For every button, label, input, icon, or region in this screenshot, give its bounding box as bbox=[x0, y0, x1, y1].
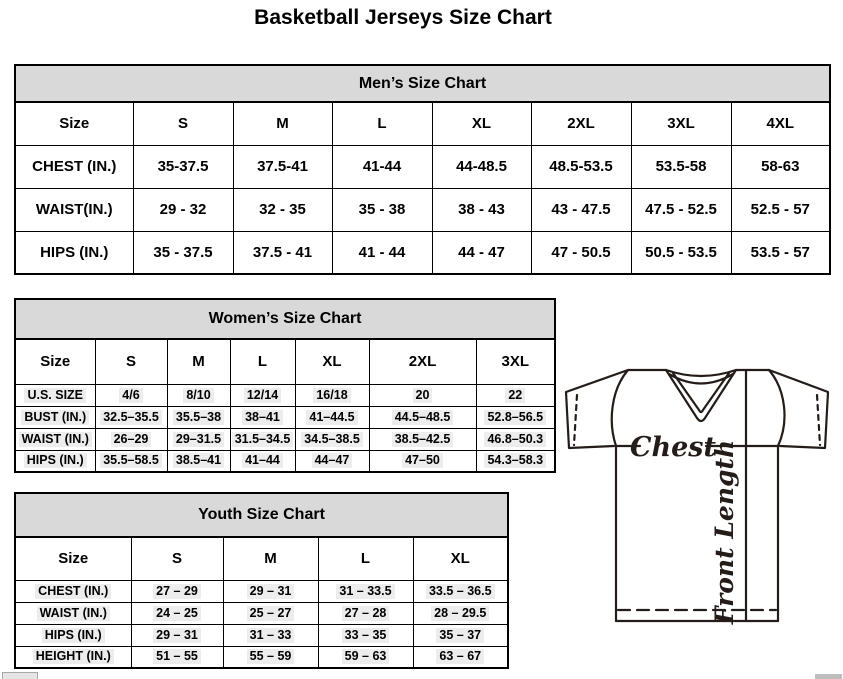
row-label bbox=[15, 624, 131, 646]
size-value: 51 – 55 bbox=[153, 649, 201, 664]
size-value: 26–29 bbox=[111, 432, 152, 447]
size-value-cell bbox=[131, 602, 223, 624]
table-row bbox=[15, 231, 830, 274]
size-value: 33 – 35 bbox=[342, 628, 390, 643]
ui-fragment-bottom-right bbox=[815, 674, 842, 679]
size-value: 44–47 bbox=[312, 453, 353, 468]
size-value: 35.5–58.5 bbox=[100, 453, 162, 468]
row-label-text: CHEST (IN.) bbox=[35, 584, 111, 599]
column-header: S bbox=[95, 339, 167, 384]
size-value-cell bbox=[413, 646, 508, 668]
size-value-cell bbox=[223, 602, 318, 624]
size-value-cell bbox=[432, 231, 531, 274]
size-value-cell bbox=[332, 188, 432, 231]
size-value-cell bbox=[133, 231, 233, 274]
front-length-label: Front Length bbox=[710, 439, 739, 625]
table-title: Men’s Size Chart bbox=[15, 65, 830, 102]
size-value-cell bbox=[369, 384, 476, 406]
table-row bbox=[15, 450, 555, 472]
column-header: 2XL bbox=[531, 102, 631, 145]
row-label-text: U.S. SIZE bbox=[24, 388, 86, 403]
size-value: 38.5–42.5 bbox=[392, 432, 454, 447]
size-value: 53.5 - 57 bbox=[750, 243, 810, 261]
size-value: 34.5–38.5 bbox=[301, 432, 363, 447]
size-value: 38.5–41 bbox=[173, 453, 224, 468]
column-header: XL bbox=[432, 102, 531, 145]
size-value: 41 - 44 bbox=[358, 243, 406, 261]
table-row bbox=[15, 602, 508, 624]
size-value: 41–44.5 bbox=[306, 410, 357, 425]
size-value-cell bbox=[731, 188, 830, 231]
jersey-vneck-collar bbox=[666, 370, 736, 421]
left-cuff-dashed-line bbox=[574, 395, 577, 445]
column-header: S bbox=[133, 102, 233, 145]
size-value: 28 – 29.5 bbox=[431, 606, 489, 621]
size-value-cell bbox=[476, 406, 555, 428]
table-row bbox=[15, 580, 508, 602]
size-value: 38 - 43 bbox=[458, 201, 505, 218]
table-row bbox=[15, 428, 555, 450]
size-value-cell bbox=[369, 406, 476, 428]
size-value-cell bbox=[131, 580, 223, 602]
row-label-text: HEIGHT (IN.) bbox=[33, 649, 114, 664]
page-title: Basketball Jerseys Size Chart bbox=[254, 6, 552, 29]
size-value: 44 - 47 bbox=[458, 243, 505, 261]
size-value: 38–41 bbox=[242, 410, 283, 425]
column-header-row bbox=[15, 339, 555, 384]
table-row bbox=[15, 646, 508, 668]
womens-size-table bbox=[14, 298, 556, 473]
size-value-cell bbox=[413, 624, 508, 646]
size-value: 8/10 bbox=[183, 388, 213, 403]
size-value: 58-63 bbox=[761, 158, 800, 175]
size-value-cell bbox=[133, 145, 233, 188]
size-value-cell bbox=[369, 450, 476, 472]
table-title: Women’s Size Chart bbox=[15, 299, 555, 339]
size-value-cell bbox=[95, 406, 167, 428]
size-value: 37.5-41 bbox=[257, 158, 308, 175]
size-value-cell bbox=[476, 384, 555, 406]
size-value: 52.8–56.5 bbox=[484, 410, 546, 425]
size-value-cell bbox=[413, 602, 508, 624]
size-value: 31.5–34.5 bbox=[232, 432, 294, 447]
size-value-cell bbox=[531, 188, 631, 231]
column-header: L bbox=[230, 339, 295, 384]
size-value-cell bbox=[133, 188, 233, 231]
column-header: 2XL bbox=[369, 339, 476, 384]
column-header: 3XL bbox=[476, 339, 555, 384]
size-value: 20 bbox=[413, 388, 433, 403]
row-label-text: WAIST(IN.) bbox=[35, 201, 113, 218]
size-value-cell bbox=[95, 384, 167, 406]
row-label-text: BUST (IN.) bbox=[21, 410, 89, 425]
size-value: 29–31.5 bbox=[173, 432, 224, 447]
row-label bbox=[15, 646, 131, 668]
size-value: 35.5–38 bbox=[173, 410, 224, 425]
size-value-cell bbox=[167, 384, 230, 406]
column-header: 4XL bbox=[731, 102, 830, 145]
size-value: 24 – 25 bbox=[153, 606, 201, 621]
table-title: Youth Size Chart bbox=[15, 493, 508, 537]
size-value: 47–50 bbox=[402, 453, 443, 468]
size-value: 31 – 33 bbox=[247, 628, 295, 643]
row-label bbox=[15, 450, 95, 472]
size-value: 35 – 37 bbox=[436, 628, 484, 643]
table-title-row bbox=[15, 65, 830, 102]
jersey-right-sleeve bbox=[769, 370, 828, 448]
table-row bbox=[15, 145, 830, 188]
size-value: 25 – 27 bbox=[247, 606, 295, 621]
row-label-text: CHEST (IN.) bbox=[32, 158, 117, 175]
column-header: M bbox=[167, 339, 230, 384]
size-value-cell bbox=[432, 145, 531, 188]
size-value-cell bbox=[432, 188, 531, 231]
size-value-cell bbox=[230, 428, 295, 450]
table-title-row bbox=[15, 299, 555, 339]
size-value-cell bbox=[531, 145, 631, 188]
row-label bbox=[15, 602, 131, 624]
size-value: 53.5-58 bbox=[655, 158, 707, 175]
size-value: 33.5 – 36.5 bbox=[426, 584, 495, 599]
column-header: Size bbox=[15, 339, 95, 384]
size-value-cell bbox=[295, 450, 369, 472]
size-value-cell bbox=[167, 406, 230, 428]
column-header: M bbox=[233, 102, 332, 145]
column-header: L bbox=[318, 537, 413, 580]
size-value: 44.5–48.5 bbox=[392, 410, 454, 425]
size-value-cell bbox=[230, 450, 295, 472]
size-value: 35-37.5 bbox=[157, 158, 209, 175]
row-label bbox=[15, 428, 95, 450]
size-value-cell bbox=[233, 231, 332, 274]
size-value: 47.5 - 52.5 bbox=[645, 201, 717, 218]
size-value-cell bbox=[631, 231, 731, 274]
size-value-cell bbox=[369, 428, 476, 450]
table-row bbox=[15, 406, 555, 428]
size-value: 41–44 bbox=[242, 453, 283, 468]
size-value: 47 - 50.5 bbox=[551, 243, 611, 261]
table-row bbox=[15, 624, 508, 646]
jersey-body-outline bbox=[616, 446, 778, 621]
size-value: 46.8–50.3 bbox=[484, 432, 546, 447]
size-value-cell bbox=[223, 624, 318, 646]
size-value: 29 – 31 bbox=[153, 628, 201, 643]
size-value-cell bbox=[413, 580, 508, 602]
row-label-text: WAIST (IN.) bbox=[19, 432, 92, 447]
size-value-cell bbox=[167, 428, 230, 450]
row-label-text: HIPS (IN.) bbox=[42, 628, 105, 643]
size-value: 35 - 38 bbox=[358, 201, 406, 218]
size-value-cell bbox=[318, 580, 413, 602]
size-value-cell bbox=[731, 145, 830, 188]
size-value-cell bbox=[318, 624, 413, 646]
size-value: 59 – 63 bbox=[342, 649, 390, 664]
row-label-text: HIPS (IN.) bbox=[40, 243, 109, 261]
size-value-cell bbox=[223, 646, 318, 668]
size-value-cell bbox=[131, 624, 223, 646]
size-value: 50.5 - 53.5 bbox=[645, 243, 717, 261]
size-value-cell bbox=[131, 646, 223, 668]
column-header: 3XL bbox=[631, 102, 731, 145]
row-label bbox=[15, 384, 95, 406]
size-value-cell bbox=[332, 231, 432, 274]
size-value: 22 bbox=[505, 388, 525, 403]
youth-size-table bbox=[14, 492, 509, 669]
column-header-row bbox=[15, 537, 508, 580]
table-title-row bbox=[15, 493, 508, 537]
column-header-row bbox=[15, 102, 830, 145]
size-value-cell bbox=[631, 188, 731, 231]
size-value-cell bbox=[295, 406, 369, 428]
jersey-left-sleeve bbox=[566, 370, 628, 448]
size-value-cell bbox=[476, 428, 555, 450]
row-label bbox=[15, 406, 95, 428]
table-row bbox=[15, 188, 830, 231]
column-header: L bbox=[332, 102, 432, 145]
size-value-cell bbox=[233, 188, 332, 231]
chest-label: Chest bbox=[630, 432, 716, 463]
row-label bbox=[15, 145, 133, 188]
size-value: 52.5 - 57 bbox=[750, 201, 810, 218]
mens-size-table bbox=[14, 64, 831, 275]
size-value: 63 – 67 bbox=[436, 649, 484, 664]
size-value-cell bbox=[230, 384, 295, 406]
size-value-cell bbox=[531, 231, 631, 274]
column-header: M bbox=[223, 537, 318, 580]
size-value-cell bbox=[295, 428, 369, 450]
size-value-cell bbox=[731, 231, 830, 274]
size-value-cell bbox=[318, 602, 413, 624]
size-value-cell bbox=[95, 428, 167, 450]
size-value-cell bbox=[332, 145, 432, 188]
size-value: 37.5 - 41 bbox=[252, 243, 313, 261]
size-value: 32 - 35 bbox=[259, 201, 306, 218]
size-value: 27 – 29 bbox=[153, 584, 201, 599]
size-value-cell bbox=[230, 406, 295, 428]
row-label-text: HIPS (IN.) bbox=[24, 453, 87, 468]
size-value-cell bbox=[631, 145, 731, 188]
size-value: 27 – 28 bbox=[342, 606, 390, 621]
column-header: XL bbox=[413, 537, 508, 580]
size-value-cell bbox=[318, 646, 413, 668]
row-label-text: WAIST (IN.) bbox=[37, 606, 110, 621]
size-value-cell bbox=[476, 450, 555, 472]
size-value-cell bbox=[95, 450, 167, 472]
size-value-cell bbox=[167, 450, 230, 472]
size-value: 31 – 33.5 bbox=[336, 584, 394, 599]
right-cuff-dashed-line bbox=[817, 395, 820, 445]
size-value: 32.5–35.5 bbox=[100, 410, 162, 425]
column-header: Size bbox=[15, 537, 131, 580]
row-label bbox=[15, 231, 133, 274]
table-row bbox=[15, 384, 555, 406]
size-value: 43 - 47.5 bbox=[551, 201, 611, 218]
size-value: 41-44 bbox=[362, 158, 402, 175]
size-value-cell bbox=[295, 384, 369, 406]
size-value: 44-48.5 bbox=[456, 158, 507, 175]
size-value: 16/18 bbox=[313, 388, 350, 403]
column-header: Size bbox=[15, 102, 133, 145]
row-label bbox=[15, 188, 133, 231]
size-value: 55 – 59 bbox=[247, 649, 295, 664]
size-value: 29 – 31 bbox=[247, 584, 295, 599]
jersey-measurement-diagram bbox=[556, 360, 838, 636]
size-value: 29 - 32 bbox=[159, 201, 207, 218]
size-value-cell bbox=[233, 145, 332, 188]
size-value: 35 - 37.5 bbox=[153, 243, 213, 261]
row-label bbox=[15, 580, 131, 602]
column-header: XL bbox=[295, 339, 369, 384]
size-value: 48.5-53.5 bbox=[549, 158, 613, 175]
ui-fragment-bottom-left bbox=[2, 672, 38, 679]
size-value: 54.3–58.3 bbox=[484, 453, 546, 468]
column-header: S bbox=[131, 537, 223, 580]
size-value: 4/6 bbox=[119, 388, 142, 403]
size-value-cell bbox=[223, 580, 318, 602]
size-value: 12/14 bbox=[244, 388, 281, 403]
